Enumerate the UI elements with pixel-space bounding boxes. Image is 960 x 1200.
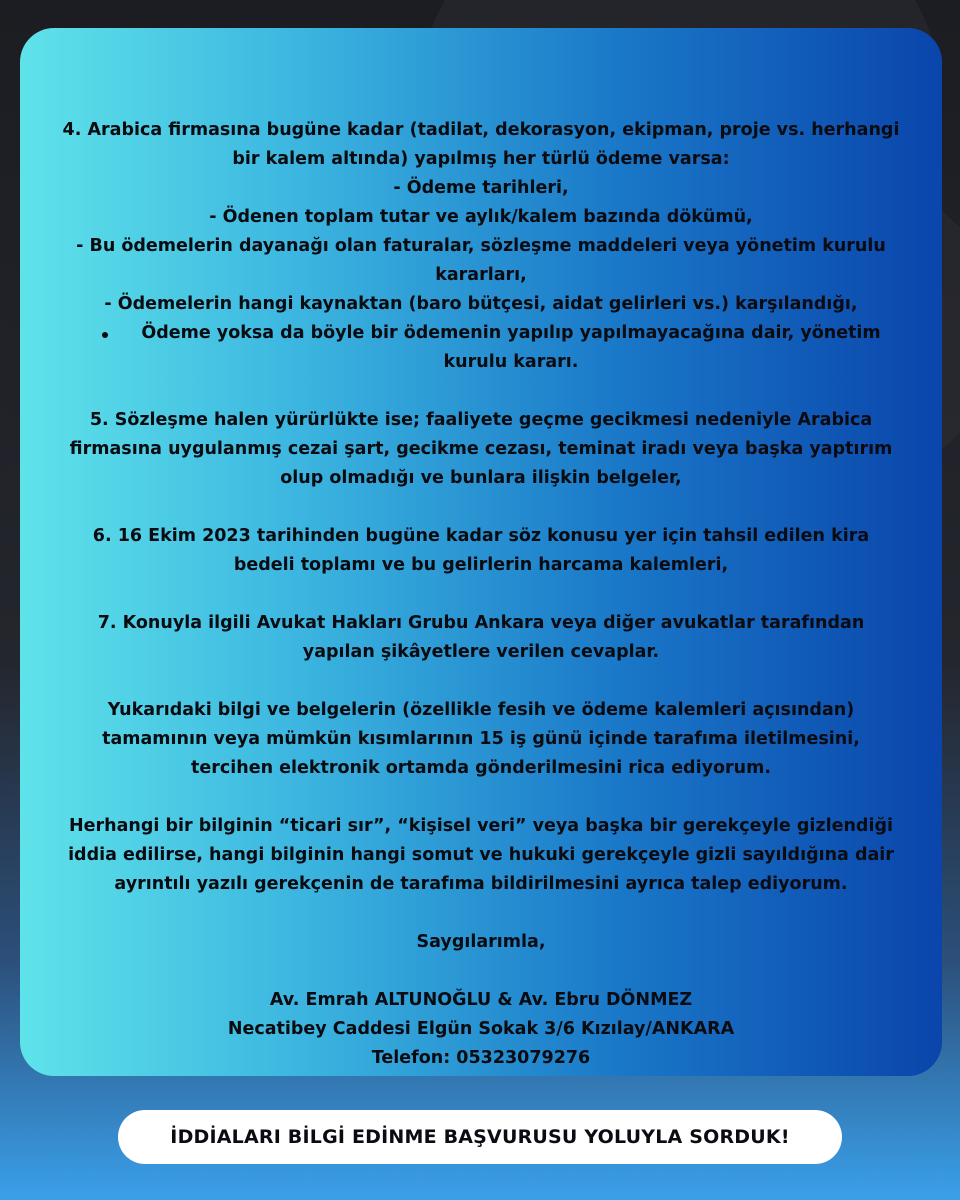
section-5 [56, 406, 906, 493]
section-4-item-4: - Ödemelerin hangi kaynaktan (baro bütçesi, aidat gelirleri vs.) karşılandığı, [104, 294, 858, 314]
headline-banner [118, 1110, 842, 1164]
closing [56, 928, 906, 957]
section-4-bullet [56, 319, 906, 377]
section-4-item-2: - Ödenen toplam tutar ve aylık/kalem bazında dökümü, [209, 207, 753, 227]
request-paragraph [56, 696, 906, 783]
closing-text: Saygılarımla, [416, 932, 546, 952]
section-6-text: 6. 16 Ekim 2023 tarihinden bugüne kadar söz konusu yer için tahsil edilen kira bedeli toplamı ve bu gelirlerin harcama kalemleri, [92, 526, 870, 575]
section-7-text: 7. Konuyla ilgili Avukat Hakları Grubu Ankara veya diğer avukatlar tarafından yapılan şikâyetlere verilen cevaplar. [97, 613, 865, 662]
section-4-bullet-text: Ödeme yoksa da böyle bir ödemenin yapılıp yapılmayacağına dair, yönetim kurulu kararı. [141, 323, 881, 372]
request-text: Yukarıdaki bilgi ve belgelerin (özellikle fesih ve ödeme kalemleri açısından) tamamının veya mümkün kısımlarının 15 iş günü içinde tarafıma iletilmesini, tercihen elektronik ortamda gönderilmesini rica ediyorum. [102, 700, 860, 778]
confidentiality-text: Herhangi bir bilginin “ticari sır”, “kişisel veri” veya başka bir gerekçeyle gizlendiği iddia edilirse, hangi bilginin hangi somut ve hukuki gerekçeyle gizli sayıldığına dair ayrıntılı yazılı gerekçenin de tarafıma bildirilmesini ayrıca talep ediyorum. [68, 816, 894, 894]
section-7 [56, 609, 906, 667]
section-4 [56, 116, 906, 377]
section-6 [56, 522, 906, 580]
document-card [20, 28, 942, 1076]
bullet-dot-icon [102, 332, 108, 338]
section-4-intro: 4. Arabica firmasına bugüne kadar (tadilat, dekorasyon, ekipman, proje vs. herhangi bir kalem altında) yapılmış her türlü ödeme varsa: [62, 120, 900, 169]
signature-phone: Telefon: 05323079276 [371, 1048, 591, 1068]
signature-address: Necatibey Caddesi Elgün Sokak 3/6 Kızılay/ANKARA [227, 1019, 735, 1039]
section-5-text: 5. Sözleşme halen yürürlükte ise; faaliyete geçme gecikmesi nedeniyle Arabica firmasına uygulanmış cezai şart, gecikme cezası, teminat iradı veya başka yaptırım olup olmadığı ve bunlara ilişkin belgeler, [69, 410, 893, 488]
section-4-item-3: - Bu ödemelerin dayanağı olan faturalar, sözleşme maddeleri veya yönetim kurulu kararları, [76, 236, 886, 285]
signature-names: Av. Emrah ALTUNOĞLU & Av. Ebru DÖNMEZ [269, 990, 693, 1010]
banner-text: İDDİALARI BİLGİ EDİNME BAŞVURUSU YOLUYLA SORDUK! [170, 1126, 790, 1148]
section-4-item-1: - Ödeme tarihleri, [393, 178, 569, 198]
confidentiality-paragraph [56, 812, 906, 899]
signature-block [56, 986, 906, 1073]
